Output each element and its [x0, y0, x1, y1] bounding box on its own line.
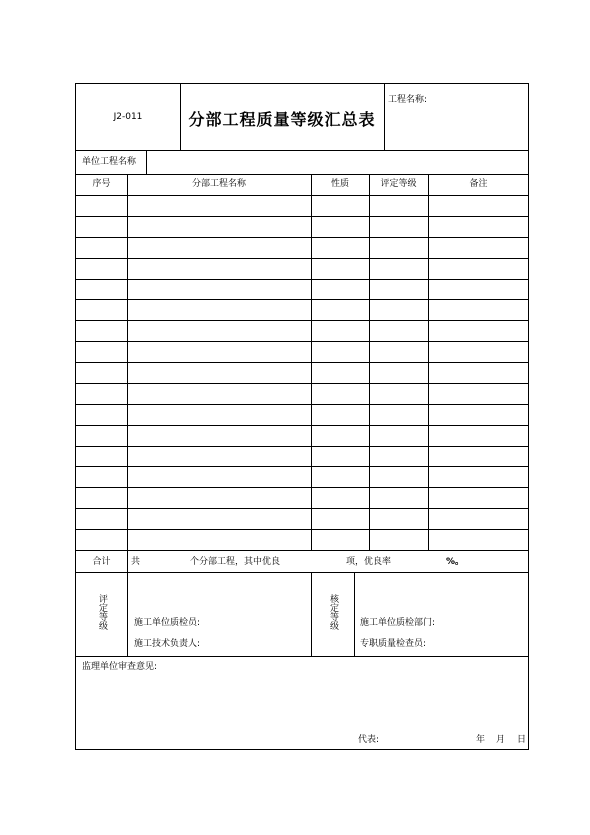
unit-project-name-label: 单位工程名称 — [82, 157, 137, 167]
cell-subproject-name[interactable] — [127, 258, 311, 279]
cell-grade[interactable] — [369, 362, 428, 383]
cell-grade[interactable] — [369, 216, 428, 237]
cell-nature[interactable] — [311, 446, 369, 467]
table-row — [76, 195, 528, 216]
cell-grade[interactable] — [369, 487, 428, 508]
summary-text-2: 个分部工程，其中优良 — [190, 557, 281, 567]
table-row — [76, 487, 528, 508]
table-row — [76, 216, 528, 237]
cell-subproject-name[interactable] — [127, 299, 311, 320]
cell-index[interactable] — [76, 195, 127, 216]
table-row — [76, 383, 528, 404]
cell-index[interactable] — [76, 258, 127, 279]
cell-remarks[interactable] — [428, 466, 529, 487]
cell-remarks[interactable] — [428, 404, 529, 425]
table-row — [76, 446, 528, 467]
cell-grade[interactable] — [369, 425, 428, 446]
tech-lead-label: 施工技术负责人: — [134, 639, 201, 649]
cell-subproject-name[interactable] — [127, 341, 311, 362]
supervision-label: 监理单位审查意见: — [82, 662, 158, 672]
cell-index[interactable] — [76, 529, 127, 550]
date-month-label: 月 — [496, 735, 506, 745]
cell-nature[interactable] — [311, 425, 369, 446]
eval-divider-1 — [127, 572, 128, 656]
cell-remarks[interactable] — [428, 237, 529, 258]
approved-grade-vertical-label: 核定等级 — [328, 594, 338, 630]
cell-subproject-name[interactable] — [127, 383, 311, 404]
cell-index[interactable] — [76, 425, 127, 446]
cell-grade[interactable] — [369, 341, 428, 362]
table-row — [76, 362, 528, 383]
cell-grade[interactable] — [369, 320, 428, 341]
cell-index[interactable] — [76, 383, 127, 404]
cell-subproject-name[interactable] — [127, 279, 311, 300]
header-divider-right — [384, 84, 385, 150]
cell-grade[interactable] — [369, 279, 428, 300]
eval-grade-vertical-label: 评定等级 — [97, 594, 107, 630]
cell-remarks[interactable] — [428, 446, 529, 467]
cell-remarks[interactable] — [428, 341, 529, 362]
summary-text-4: %。 — [446, 557, 465, 567]
cell-nature[interactable] — [311, 487, 369, 508]
cell-nature[interactable] — [311, 258, 369, 279]
table-row — [76, 466, 528, 487]
cell-remarks[interactable] — [428, 383, 529, 404]
cell-nature[interactable] — [311, 362, 369, 383]
cell-index[interactable] — [76, 466, 127, 487]
table-row — [76, 320, 528, 341]
project-name-label: 工程名称: — [388, 95, 428, 105]
cell-grade[interactable] — [369, 508, 428, 529]
cell-remarks[interactable] — [428, 258, 529, 279]
cell-remarks[interactable] — [428, 279, 529, 300]
cell-nature[interactable] — [311, 279, 369, 300]
cell-index[interactable] — [76, 237, 127, 258]
cell-nature[interactable] — [311, 341, 369, 362]
col-header-subproject-name: 分部工程名称 — [191, 179, 246, 189]
cell-subproject-name[interactable] — [127, 466, 311, 487]
table-header — [76, 174, 528, 195]
cell-index[interactable] — [76, 362, 127, 383]
cell-remarks[interactable] — [428, 362, 529, 383]
cell-index[interactable] — [76, 487, 127, 508]
cell-index[interactable] — [76, 508, 127, 529]
summary-form — [75, 83, 529, 750]
table-row — [76, 279, 528, 300]
cell-subproject-name[interactable] — [127, 404, 311, 425]
cell-grade[interactable] — [369, 195, 428, 216]
cell-grade[interactable] — [369, 258, 428, 279]
cell-subproject-name[interactable] — [127, 320, 311, 341]
table-row — [76, 237, 528, 258]
table-row — [76, 529, 528, 550]
cell-index[interactable] — [76, 299, 127, 320]
col-header-nature: 性质 — [330, 179, 349, 189]
cell-nature[interactable] — [311, 195, 369, 216]
table-row — [76, 508, 528, 529]
cell-remarks[interactable] — [428, 425, 529, 446]
date-day-label: 日 — [517, 735, 527, 745]
cell-remarks[interactable] — [428, 216, 529, 237]
cell-subproject-name[interactable] — [127, 216, 311, 237]
summary-text-3: 项，优良率 — [346, 557, 392, 567]
table-row — [76, 258, 528, 279]
eval-bottom-line — [76, 656, 528, 657]
cell-remarks[interactable] — [428, 487, 529, 508]
cell-subproject-name[interactable] — [127, 237, 311, 258]
cell-grade[interactable] — [369, 529, 428, 550]
cell-remarks[interactable] — [428, 529, 529, 550]
qc-inspector-label: 专职质量检查员: — [360, 639, 427, 649]
cell-subproject-name[interactable] — [127, 446, 311, 467]
cell-index[interactable] — [76, 320, 127, 341]
form-code: J2-011 — [113, 112, 143, 122]
eval-divider-3 — [354, 572, 355, 656]
table-row — [76, 299, 528, 320]
cell-grade[interactable] — [369, 446, 428, 467]
summary-divider — [127, 550, 128, 572]
cell-grade[interactable] — [369, 383, 428, 404]
cell-subproject-name[interactable] — [127, 508, 311, 529]
col-header-grade: 评定等级 — [380, 179, 417, 189]
cell-grade[interactable] — [369, 404, 428, 425]
col-header-index: 序号 — [92, 179, 111, 189]
cell-remarks[interactable] — [428, 195, 529, 216]
cell-index[interactable] — [76, 446, 127, 467]
summary-label: 合计 — [92, 557, 111, 567]
col-header-remarks: 备注 — [469, 179, 488, 189]
cell-nature[interactable] — [311, 237, 369, 258]
cell-index[interactable] — [76, 341, 127, 362]
summary-bottom-line — [76, 572, 528, 573]
cell-grade[interactable] — [369, 466, 428, 487]
cell-grade[interactable] — [369, 237, 428, 258]
cell-remarks[interactable] — [428, 299, 529, 320]
cell-nature[interactable] — [311, 508, 369, 529]
representative-label: 代表: — [358, 735, 380, 745]
page-title: 分部工程质量等级汇总表 — [188, 110, 376, 129]
cell-nature[interactable] — [311, 320, 369, 341]
cell-subproject-name[interactable] — [127, 529, 311, 550]
table-row — [76, 425, 528, 446]
cell-remarks[interactable] — [428, 320, 529, 341]
summary-text-1: 共 — [131, 557, 141, 567]
cell-nature[interactable] — [311, 216, 369, 237]
qc-dept-label: 施工单位质检部门: — [360, 618, 436, 628]
cell-subproject-name[interactable] — [127, 362, 311, 383]
inspector-label: 施工单位质检员: — [134, 618, 201, 628]
supervision-opinion-field[interactable] — [82, 676, 522, 726]
cell-subproject-name[interactable] — [127, 425, 311, 446]
cell-nature[interactable] — [311, 466, 369, 487]
table-bottom-line — [76, 550, 528, 551]
unit-project-name-field[interactable] — [147, 151, 528, 173]
table-row — [76, 404, 528, 425]
cell-index[interactable] — [76, 216, 127, 237]
date-year-label: 年 — [476, 735, 486, 745]
cell-subproject-name[interactable] — [127, 195, 311, 216]
cell-remarks[interactable] — [428, 508, 529, 529]
eval-divider-2 — [311, 572, 312, 656]
cell-nature[interactable] — [311, 299, 369, 320]
cell-index[interactable] — [76, 279, 127, 300]
cell-nature[interactable] — [311, 404, 369, 425]
table-row — [76, 341, 528, 362]
table-body — [76, 195, 528, 550]
cell-nature[interactable] — [311, 529, 369, 550]
cell-nature[interactable] — [311, 383, 369, 404]
cell-index[interactable] — [76, 404, 127, 425]
cell-grade[interactable] — [369, 299, 428, 320]
cell-subproject-name[interactable] — [127, 487, 311, 508]
